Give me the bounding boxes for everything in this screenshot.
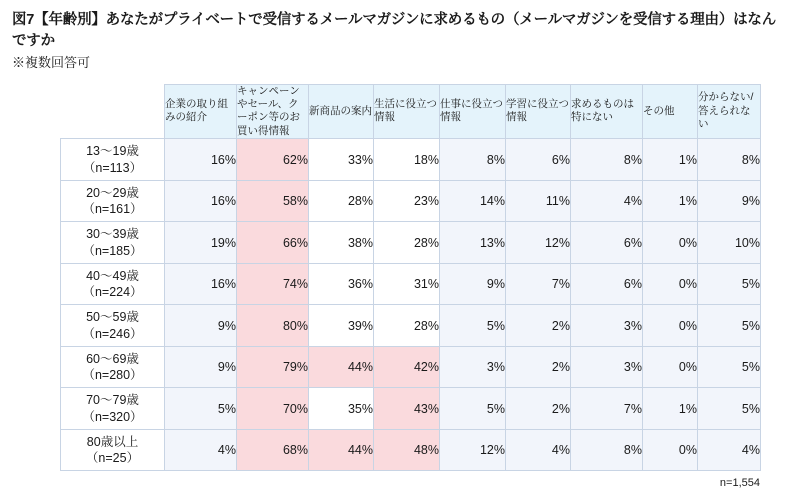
cell-7-5: 4% [506, 429, 571, 471]
row-label-line2: （n=185） [82, 243, 143, 258]
column-header-5: 学習に役立つ情報 [506, 84, 571, 139]
survey-data-table [60, 84, 761, 472]
data-table-container [60, 84, 760, 472]
table-row [61, 305, 761, 347]
column-header-8: 分からない/答えられない [698, 84, 761, 139]
cell-2-0: 19% [165, 222, 237, 264]
cell-0-0: 16% [165, 139, 237, 181]
row-label-line2: （n=224） [82, 285, 143, 300]
cell-0-4: 8% [440, 139, 506, 181]
cell-3-5: 7% [506, 263, 571, 305]
cell-4-6: 3% [571, 305, 643, 347]
cell-2-1: 66% [237, 222, 309, 264]
cell-0-5: 6% [506, 139, 571, 181]
cell-1-2: 28% [309, 180, 374, 222]
table-row [61, 263, 761, 305]
cell-5-2: 44% [309, 346, 374, 388]
cell-1-5: 11% [506, 180, 571, 222]
cell-5-4: 3% [440, 346, 506, 388]
cell-3-3: 31% [374, 263, 440, 305]
table-row [61, 139, 761, 181]
row-label-3 [61, 263, 165, 305]
table-header-row [61, 84, 761, 139]
page-title: 図7【年齢別】あなたがプライベートで受信するメールマガジンに求めるもの（メールマガジンを受信する理由）はなんですか [12, 12, 777, 50]
cell-4-5: 2% [506, 305, 571, 347]
cell-3-1: 74% [237, 263, 309, 305]
row-label-2 [61, 222, 165, 264]
cell-2-4: 13% [440, 222, 506, 264]
row-label-4 [61, 305, 165, 347]
table-row [61, 222, 761, 264]
cell-1-6: 4% [571, 180, 643, 222]
row-label-line1: 50～59歳 [86, 310, 139, 325]
table-corner-cell [61, 84, 165, 139]
row-label-line2: （n=280） [82, 368, 143, 383]
column-header-0: 企業の取り組みの紹介 [165, 84, 237, 139]
row-label-line1: 70～79歳 [86, 393, 139, 408]
cell-1-1: 58% [237, 180, 309, 222]
cell-4-4: 5% [440, 305, 506, 347]
row-label-line2: （n=161） [82, 202, 143, 217]
cell-1-8: 9% [698, 180, 761, 222]
row-label-line1: 13～19歳 [86, 144, 139, 159]
column-header-6: 求めるものは特にない [571, 84, 643, 139]
table-body [61, 139, 761, 471]
cell-6-4: 5% [440, 388, 506, 430]
cell-5-7: 0% [643, 346, 698, 388]
cell-7-2: 44% [309, 429, 374, 471]
cell-5-6: 3% [571, 346, 643, 388]
column-header-7: その他 [643, 84, 698, 139]
cell-0-1: 62% [237, 139, 309, 181]
cell-5-0: 9% [165, 346, 237, 388]
row-label-line2: （n=320） [82, 409, 143, 424]
row-label-line2: （n=113） [82, 160, 143, 175]
cell-5-1: 79% [237, 346, 309, 388]
cell-2-8: 10% [698, 222, 761, 264]
row-label-line2: （n=25） [85, 451, 140, 466]
table-row [61, 180, 761, 222]
cell-3-8: 5% [698, 263, 761, 305]
row-label-line1: 20～29歳 [86, 185, 139, 200]
cell-2-2: 38% [309, 222, 374, 264]
table-row [61, 388, 761, 430]
cell-6-5: 2% [506, 388, 571, 430]
cell-0-7: 1% [643, 139, 698, 181]
cell-6-8: 5% [698, 388, 761, 430]
cell-4-7: 0% [643, 305, 698, 347]
sample-size-note: n=1,554 [719, 477, 760, 489]
row-label-5 [61, 346, 165, 388]
row-label-line1: 40～49歳 [86, 268, 139, 283]
cell-7-6: 8% [571, 429, 643, 471]
row-label-line1: 80歳以上 [86, 434, 139, 449]
cell-7-7: 0% [643, 429, 698, 471]
cell-1-7: 1% [643, 180, 698, 222]
cell-6-2: 35% [309, 388, 374, 430]
cell-1-3: 23% [374, 180, 440, 222]
cell-7-3: 48% [374, 429, 440, 471]
cell-6-7: 1% [643, 388, 698, 430]
row-label-0 [61, 139, 165, 181]
column-header-4: 仕事に役立つ情報 [440, 84, 506, 139]
cell-4-3: 28% [374, 305, 440, 347]
cell-2-5: 12% [506, 222, 571, 264]
cell-2-7: 0% [643, 222, 698, 264]
cell-7-0: 4% [165, 429, 237, 471]
column-header-3: 生活に役立つ情報 [374, 84, 440, 139]
table-row [61, 429, 761, 471]
cell-7-8: 4% [698, 429, 761, 471]
row-label-line1: 30～39歳 [86, 227, 139, 242]
cell-3-6: 6% [571, 263, 643, 305]
cell-4-2: 39% [309, 305, 374, 347]
row-label-6 [61, 388, 165, 430]
cell-1-4: 14% [440, 180, 506, 222]
table-row [61, 346, 761, 388]
page-subtitle: ※複数回答可 [12, 55, 91, 71]
row-label-1 [61, 180, 165, 222]
cell-4-1: 80% [237, 305, 309, 347]
column-header-2: 新商品の案内 [309, 84, 374, 139]
cell-4-8: 5% [698, 305, 761, 347]
cell-2-6: 6% [571, 222, 643, 264]
cell-4-0: 9% [165, 305, 237, 347]
cell-5-8: 5% [698, 346, 761, 388]
cell-6-6: 7% [571, 388, 643, 430]
cell-6-0: 5% [165, 388, 237, 430]
row-label-line2: （n=246） [82, 326, 143, 341]
cell-3-4: 9% [440, 263, 506, 305]
cell-7-1: 68% [237, 429, 309, 471]
cell-6-1: 70% [237, 388, 309, 430]
column-header-1: キャンペーンやセール、クーポン等のお買い得情報 [237, 84, 309, 139]
cell-7-4: 12% [440, 429, 506, 471]
cell-0-6: 8% [571, 139, 643, 181]
row-label-7 [61, 429, 165, 471]
cell-3-0: 16% [165, 263, 237, 305]
cell-3-7: 0% [643, 263, 698, 305]
cell-1-0: 16% [165, 180, 237, 222]
row-label-line1: 60～69歳 [86, 351, 139, 366]
cell-5-3: 42% [374, 346, 440, 388]
cell-6-3: 43% [374, 388, 440, 430]
cell-0-8: 8% [698, 139, 761, 181]
cell-5-5: 2% [506, 346, 571, 388]
cell-0-3: 18% [374, 139, 440, 181]
cell-0-2: 33% [309, 139, 374, 181]
cell-2-3: 28% [374, 222, 440, 264]
cell-3-2: 36% [309, 263, 374, 305]
